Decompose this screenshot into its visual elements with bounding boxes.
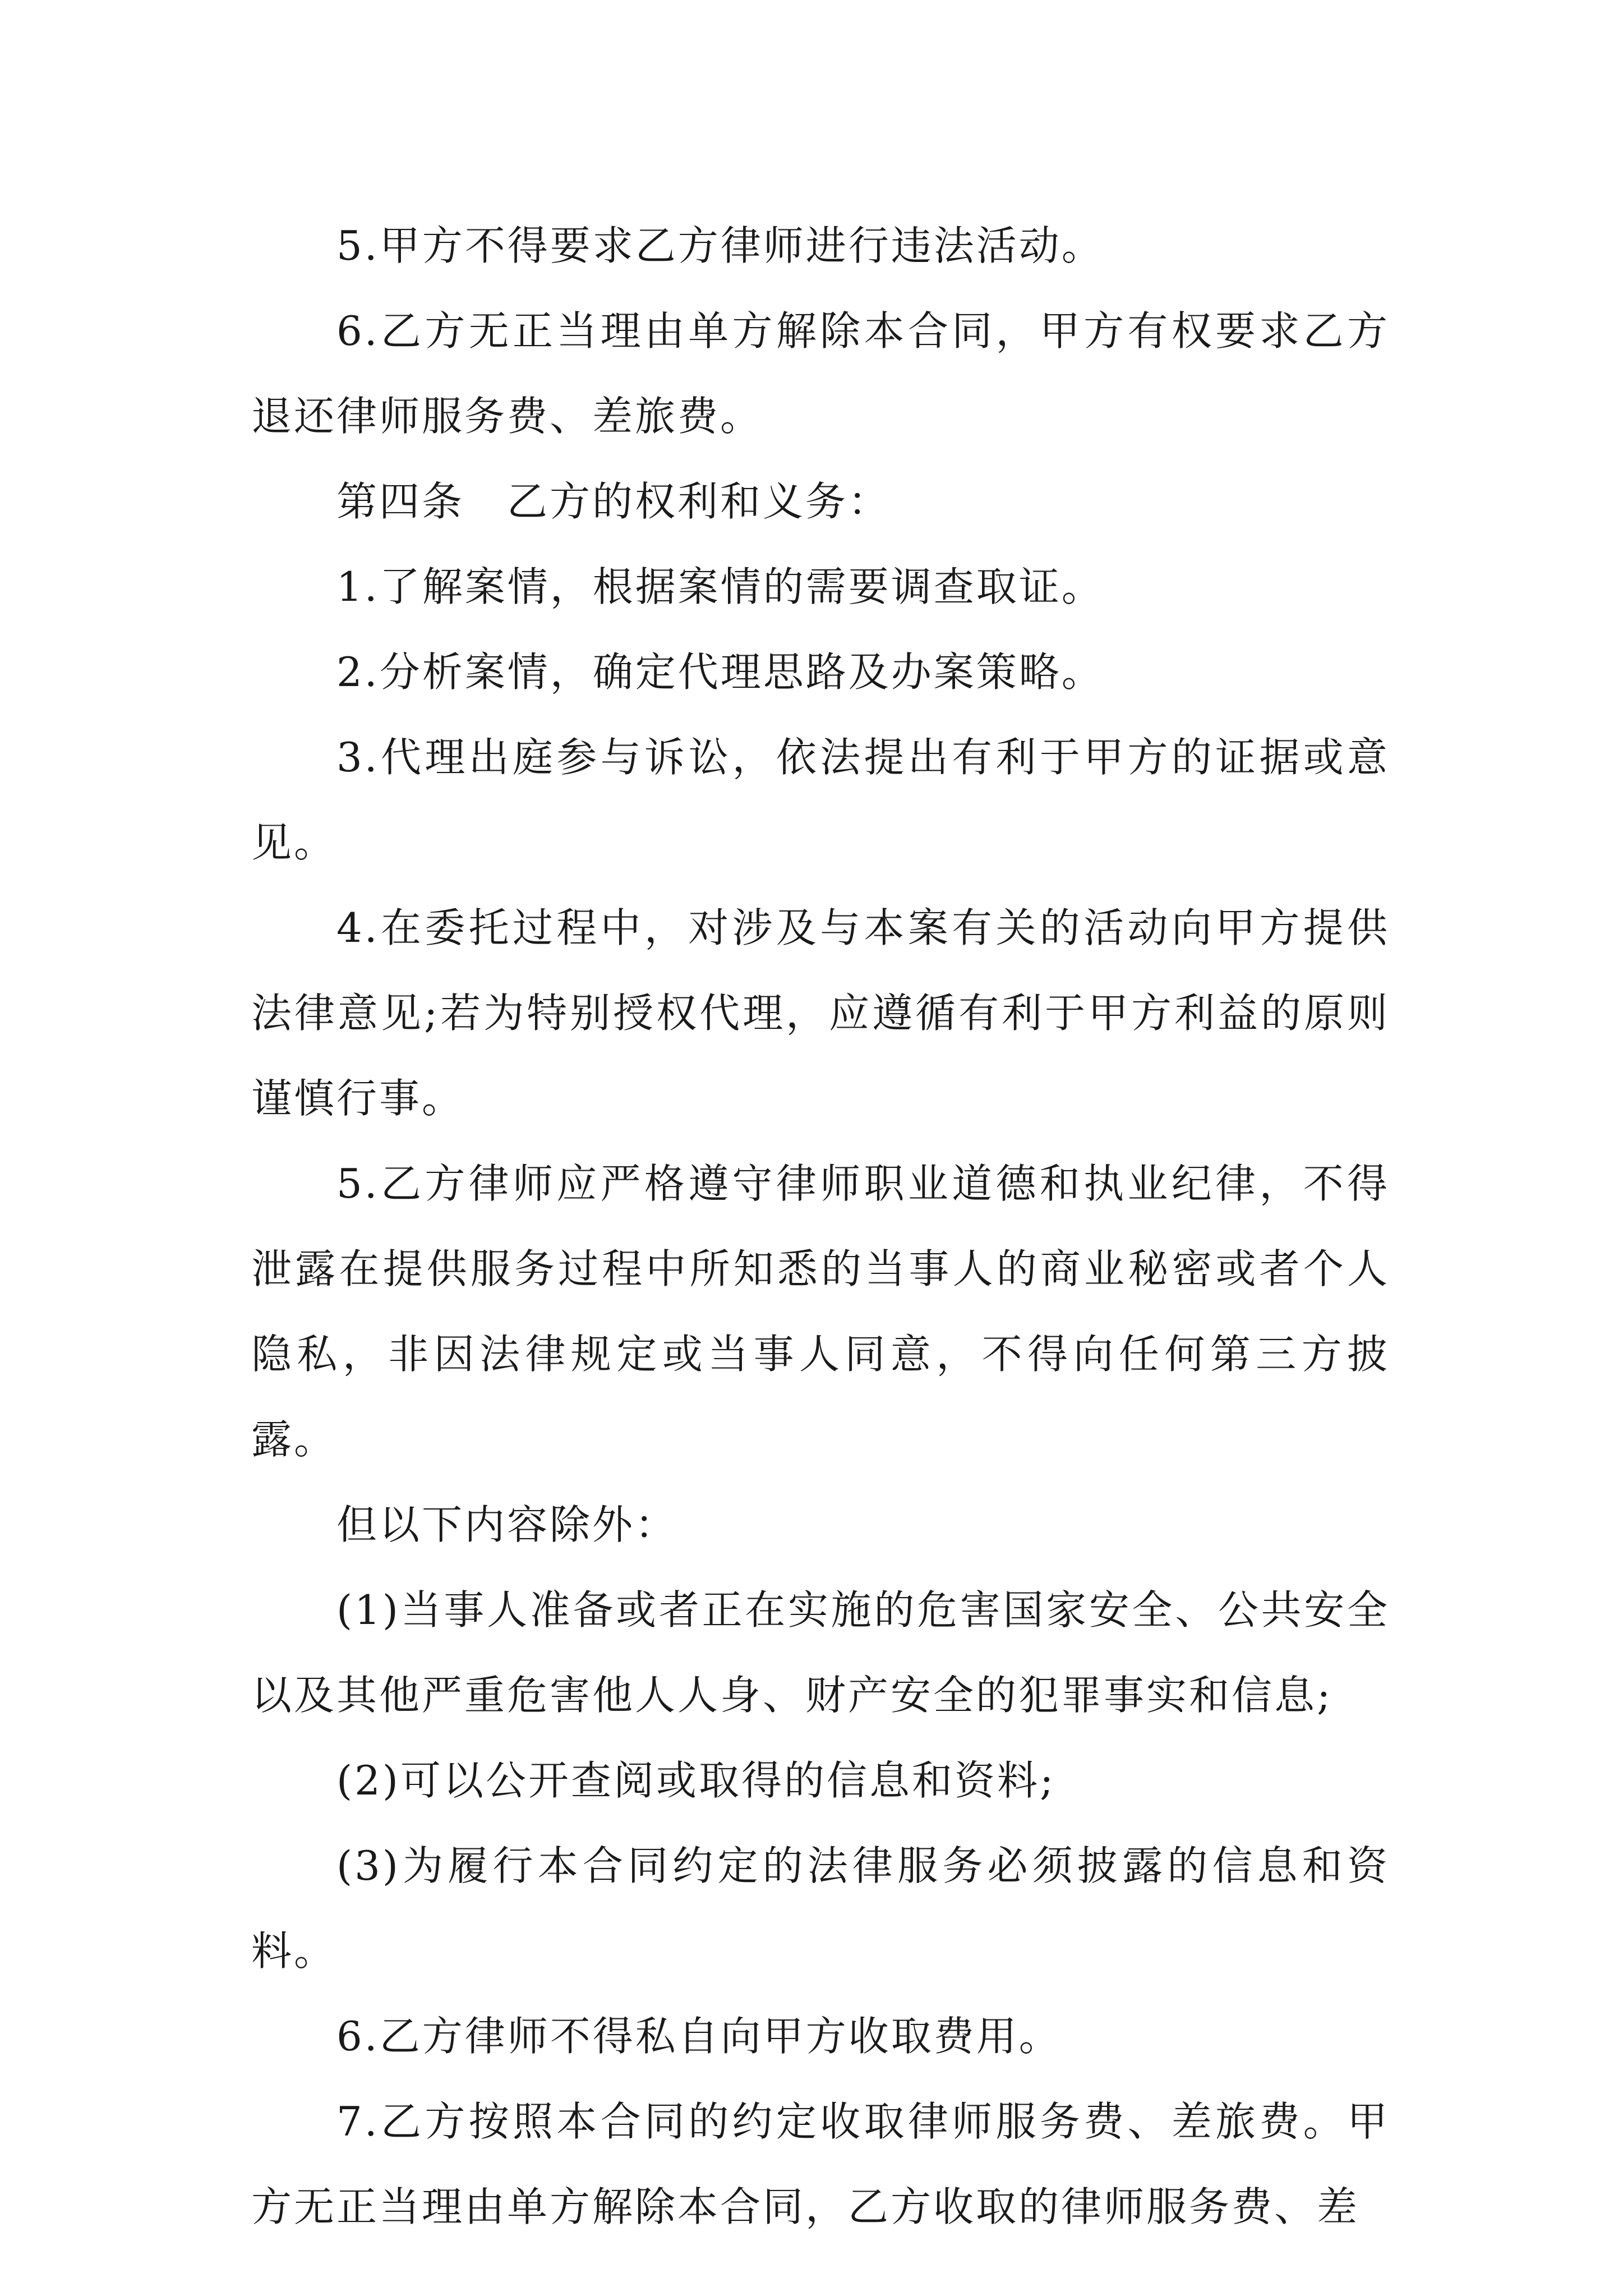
paragraph-7: 4.在委托过程中，对涉及与本案有关的活动向甲方提供法律意见;若为特别授权代理，应遵循有利于甲方利益的原则谨慎行事。 <box>251 904 1390 1122</box>
paragraph-9: 但以下内容除外： <box>336 1501 678 1548</box>
paragraph-11: (2)可以公开查阅或取得的信息和资料; <box>336 1757 1056 1804</box>
paragraph-13: 6.乙方律师不得私自向甲方收取费用。 <box>336 2013 1062 2060</box>
paragraph-8: 5.乙方律师应严格遵守律师职业道德和执业纪律，不得泄露在提供服务过程中所知悉的当事人的商业秘密或者个人隐私，非因法律规定或当事人同意，不得向任何第三方披露。 <box>251 1160 1390 1463</box>
paragraph-4: 1.了解案情，根据案情的需要调查取证。 <box>336 563 1104 610</box>
paragraph-10: (1)当事人准备或者正在实施的危害国家安全、公共安全以及其他严重危害他人人身、财产安全的犯罪事实和信息; <box>251 1586 1390 1719</box>
paragraph-12: (3)为履行本合同约定的法律服务必须披露的信息和资料。 <box>251 1842 1390 1975</box>
paragraph-1: 5.甲方不得要求乙方律师进行违法活动。 <box>336 222 1104 269</box>
contract-body <box>251 203 1390 2249</box>
paragraph-2: 6.乙方无正当理由单方解除本合同，甲方有权要求乙方退还律师服务费、差旅费。 <box>251 307 1390 440</box>
paragraph-6: 3.代理出庭参与诉讼，依法提出有利于甲方的证据或意见。 <box>251 734 1390 866</box>
paragraph-14: 7.乙方按照本合同的约定收取律师服务费、差旅费。甲方无正当理由单方解除本合同，乙方收取的律师服务费、差 <box>251 2098 1390 2230</box>
paragraph-5: 2.分析案情，确定代理思路及办案策略。 <box>336 648 1104 696</box>
article-heading: 第四条 乙方的权利和义务： <box>336 478 891 525</box>
